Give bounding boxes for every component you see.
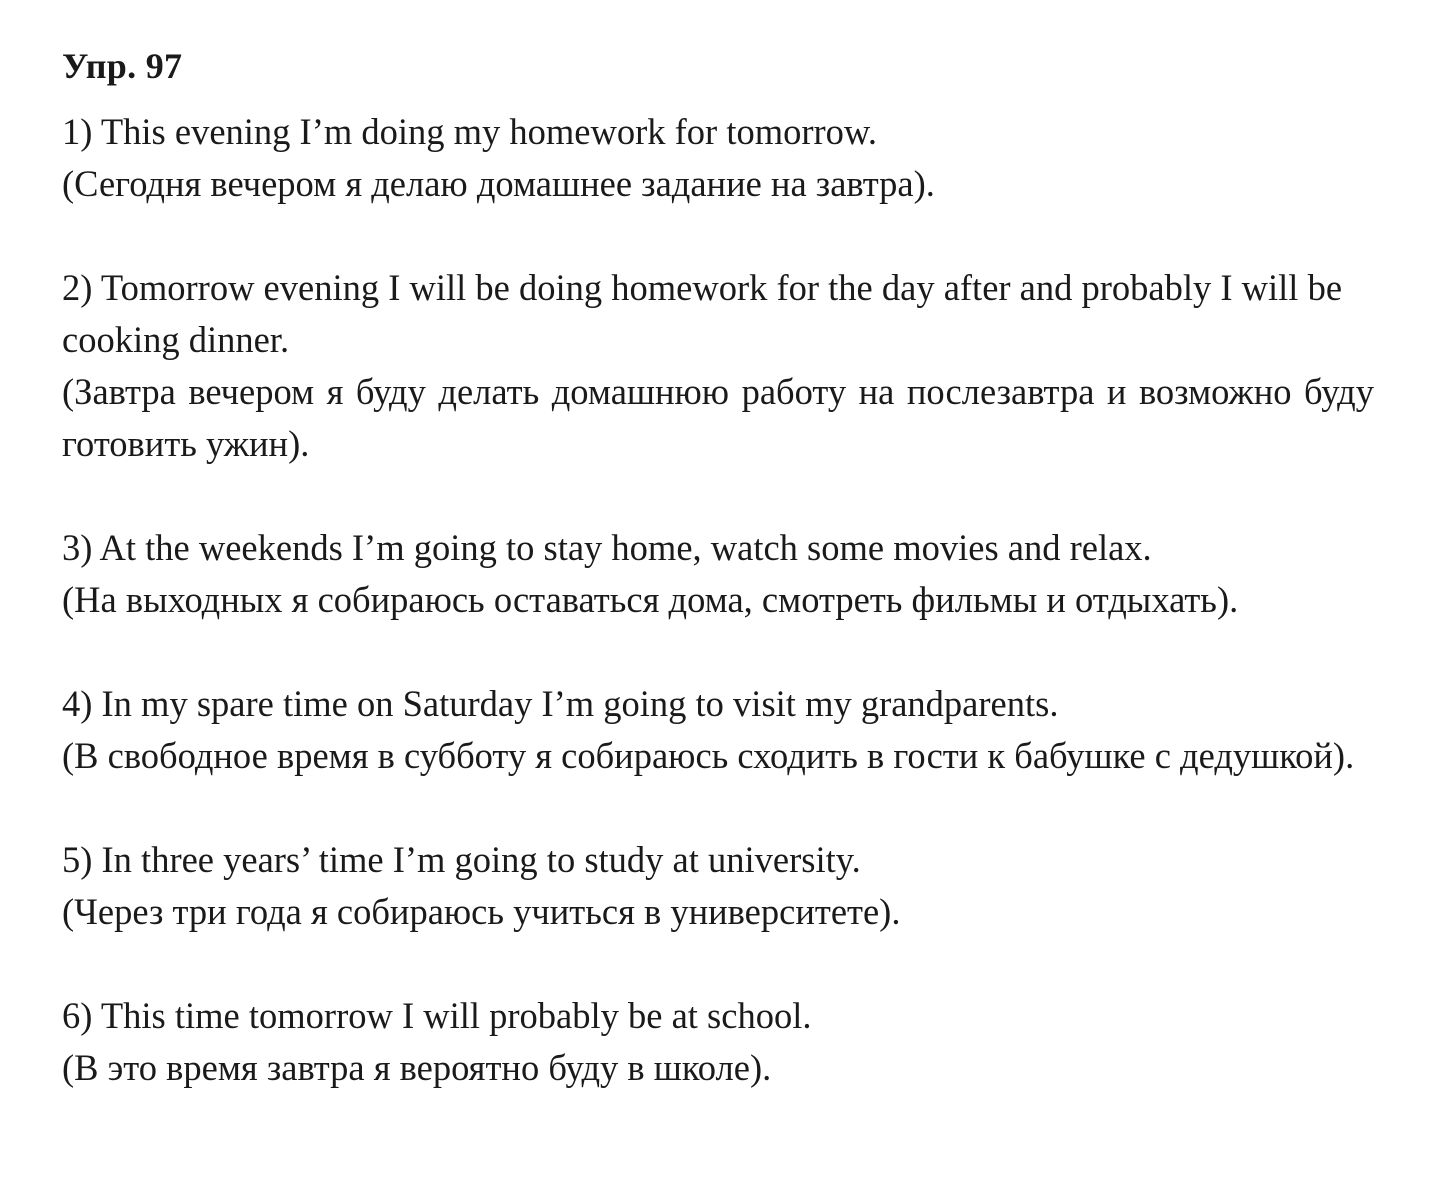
russian-translation: (В свободное время в субботу я собираюсь сходить в гости к бабушке с дедушкой). [62,735,1355,776]
english-sentence: 3) At the weekends I’m going to stay home, watch some movies and relax. [62,527,1152,568]
english-sentence: 4) In my spare time on Saturday I’m going to visit my grandparents. [62,683,1059,724]
russian-translation: (Через три года я собираюсь учиться в университете). [62,891,901,932]
exercise-item-2 [62,262,1374,470]
russian-translation: (На выходных я собираюсь оставаться дома, смотреть фильмы и отдыхать). [62,579,1239,620]
exercise-item-3 [62,522,1374,626]
english-sentence: 6) This time tomorrow I will probably be at school. [62,995,812,1036]
exercise-item-1 [62,106,1374,210]
exercise-item-4 [62,678,1374,782]
russian-translation: (Завтра вечером я буду делать домашнюю работу на послезавтра и возможно буду готовить ужин). [62,371,1374,464]
document-page [62,40,1374,1146]
exercise-item-5 [62,834,1374,938]
english-sentence: 2) Tomorrow evening I will be doing homework for the day after and probably I will be cooking dinner. [62,267,1343,360]
russian-translation: (В это время завтра я вероятно буду в школе). [62,1047,772,1088]
exercise-title: Упр. 97 [62,46,183,86]
russian-translation: (Сегодня вечером я делаю домашнее задание на завтра). [62,163,935,204]
exercise-item-6 [62,990,1374,1094]
english-sentence: 5) In three years’ time I’m going to study at university. [62,839,861,880]
english-sentence: 1) This evening I’m doing my homework for tomorrow. [62,111,878,152]
